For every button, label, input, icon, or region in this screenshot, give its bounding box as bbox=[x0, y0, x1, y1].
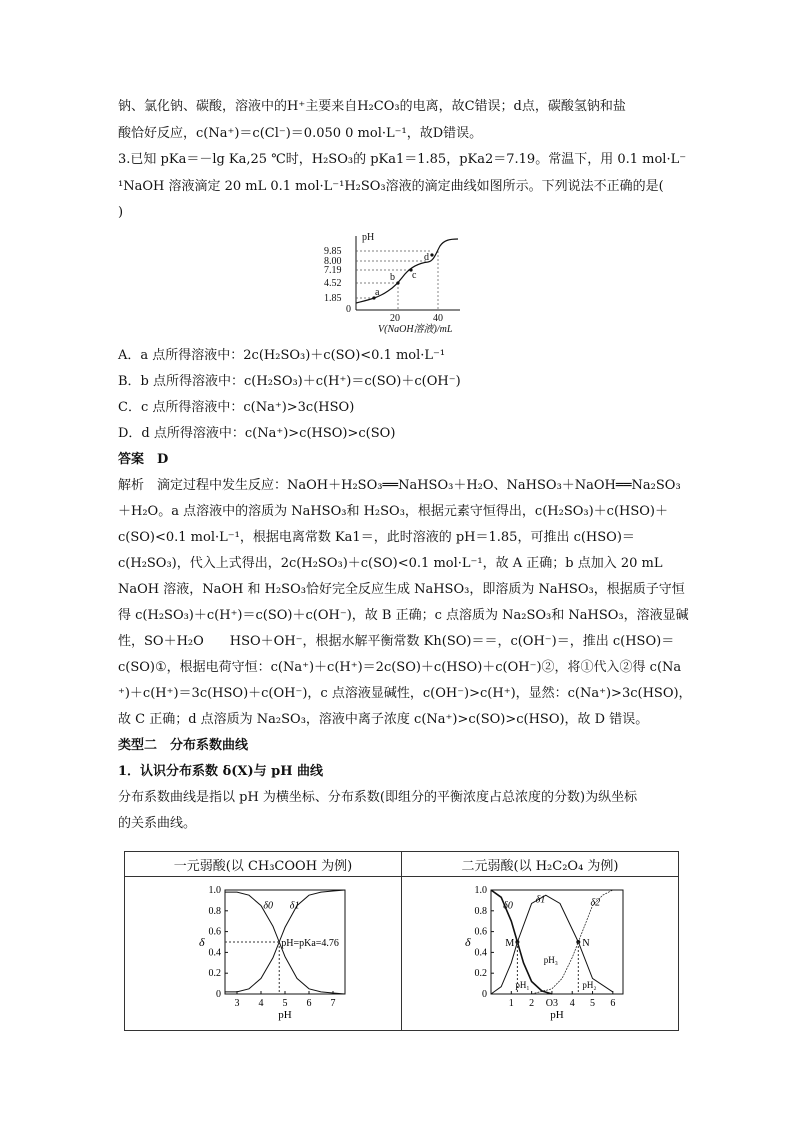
analysis-line: c(SO)<0.1 mol·L⁻¹，根据电离常数 Ka1＝，此时溶液的 pH＝1.85，可推出 c(HSO)＝ bbox=[118, 530, 635, 545]
option-d: D．d 点所得溶液中：c(Na⁺)>c(HSO)>c(SO) bbox=[118, 426, 396, 441]
point-label: c bbox=[412, 270, 417, 281]
x-tick-label: 2 bbox=[529, 998, 535, 1009]
x-axis-label: pH bbox=[550, 1009, 564, 1021]
y-axis-label: δ bbox=[199, 935, 205, 949]
pka-annotation: pH=pKa=4.76 bbox=[281, 938, 339, 949]
titration-curve-chart bbox=[320, 228, 470, 334]
series-line bbox=[491, 890, 552, 994]
ph-label: pH₃ bbox=[543, 954, 558, 965]
x-tick-label: 3 bbox=[234, 998, 240, 1009]
y-tick-label: 0 bbox=[216, 989, 221, 1000]
series-label: δ1 bbox=[289, 900, 300, 912]
series-label: δ1 bbox=[535, 894, 546, 906]
series-label: δ2 bbox=[590, 897, 601, 909]
x-tick: 40 bbox=[433, 313, 443, 324]
point-label: b bbox=[390, 272, 395, 283]
y-tick: 4.52 bbox=[324, 278, 342, 289]
option-c: C．c 点所得溶液中：c(Na⁺)>3c(HSO) bbox=[118, 400, 355, 415]
text-line: 酸恰好反应，c(Na⁺)＝c(Cl⁻)＝0.050 0 mol·L⁻¹，故D错误。 bbox=[118, 126, 483, 141]
x-tick-label: 4 bbox=[258, 998, 264, 1009]
option-a: A．a 点所得溶液中：2c(H₂SO₃)＋c(SO)<0.1 mol·L⁻¹ bbox=[118, 348, 446, 363]
analysis-line: c(H₂SO₃)，代入上式得出，2c(H₂SO₃)＋c(SO)<0.1 mol·L⁻¹，故 A 正确；b 点加入 20 mL bbox=[118, 556, 663, 571]
series-line bbox=[532, 890, 613, 994]
y-tick: 0 bbox=[346, 304, 351, 315]
option-b: B．b 点所得溶液中：c(H₂SO₃)＋c(H⁺)＝c(SO)＋c(OH⁻) bbox=[118, 374, 461, 389]
x-tick-label: 7 bbox=[330, 998, 336, 1009]
text-line: 钠、氯化钠、碳酸，溶液中的H⁺主要来自H₂CO₃的电离，故C错误；d点，碳酸氢钠和盐 bbox=[118, 99, 626, 114]
right-header: 二元弱酸(以 H₂C₂O₄ 为例) bbox=[461, 859, 619, 874]
x-tick: 20 bbox=[390, 313, 400, 324]
y-tick-label: 1.0 bbox=[474, 885, 487, 896]
point-label: M bbox=[505, 938, 515, 949]
left-header: 一元弱酸(以 CH₃COOH 为例) bbox=[173, 859, 353, 874]
y-tick-label: 0.2 bbox=[208, 968, 221, 980]
x-tick-label: 1 bbox=[508, 998, 514, 1009]
y-tick: 1.85 bbox=[324, 293, 342, 304]
monoprotic-distribution-chart bbox=[185, 882, 385, 1027]
x-tick-label: 5 bbox=[282, 998, 288, 1009]
analysis-line: ⁺)＋c(H⁺)＝3c(HSO)＋c(OH⁻)，c 点溶液显碱性，c(OH⁻)>c(H⁺)，显然：c(Na⁺)>3c(HSO)， bbox=[118, 686, 692, 701]
subsection-heading: 1．认识分布系数 δ(X)与 pH 曲线 bbox=[118, 764, 324, 779]
y-tick: 8.00 bbox=[324, 256, 342, 267]
x-axis-label: pH bbox=[278, 1009, 292, 1021]
titration-curve bbox=[356, 239, 458, 303]
y-tick-label: 0.6 bbox=[474, 926, 487, 938]
x-tick-label: O3 bbox=[545, 998, 559, 1009]
paragraph-line: 分布系数曲线是指以 pH 为横坐标、分布系数(即组分的平衡浓度占总浓度的分数)为纵坐标 bbox=[118, 790, 638, 805]
y-tick-label: 0.8 bbox=[474, 905, 487, 917]
x-axis-label: V(NaOH溶液)/mL bbox=[378, 324, 453, 334]
y-tick: 9.85 bbox=[324, 246, 342, 257]
y-tick-label: 0 bbox=[482, 989, 487, 1000]
y-tick-label: 0.6 bbox=[208, 926, 221, 938]
y-tick-label: 0.2 bbox=[474, 968, 487, 980]
text-line: ¹NaOH 溶液滴定 20 mL 0.1 mol·L⁻¹H₂SO₃溶液的滴定曲线如图所示。下列说法不正确的是( bbox=[118, 179, 664, 194]
point-label: d bbox=[424, 252, 429, 263]
y-axis-label: δ bbox=[465, 935, 471, 949]
y-tick-label: 0.4 bbox=[208, 947, 221, 959]
y-axis-label: pH bbox=[362, 232, 375, 243]
analysis-line: 性，SO＋H₂O HSO＋OH⁻，根据水解平衡常数 Kh(SO)＝＝，c(OH⁻)＝，推出 c(HSO)＝ bbox=[118, 634, 675, 649]
point-label: N bbox=[582, 938, 590, 949]
analysis-line: 解析 滴定过程中发生反应：NaOH＋H₂SO₃══NaHSO₃＋H₂O、NaHSO₃＋NaOH══Na₂SO₃ bbox=[118, 478, 681, 493]
analysis-line: c(SO)①，根据电荷守恒：c(Na⁺)＋c(H⁺)＝2c(SO)＋c(HSO)＋c(OH⁻)②，将①代入②得 c(Na bbox=[118, 660, 682, 675]
y-tick-label: 1.0 bbox=[208, 885, 221, 896]
analysis-line: ＋H₂O。a 点溶液中的溶质为 NaHSO₃和 H₂SO₃，根据元素守恒得出，c(H₂SO₃)＋c(HSO)＋ bbox=[118, 504, 668, 519]
y-tick: 7.19 bbox=[324, 265, 342, 276]
x-tick-label: 4 bbox=[569, 998, 575, 1009]
diprotic-distribution-chart bbox=[455, 882, 655, 1027]
y-tick-label: 0.8 bbox=[208, 905, 221, 917]
analysis-line: 故 C 正确；d 点溶质为 Na₂SO₃，溶液中离子浓度 c(Na⁺)>c(SO)>c(HSO)，故 D 错误。 bbox=[118, 712, 649, 727]
ph-label: pH₁ bbox=[515, 979, 530, 990]
series-label: δ0 bbox=[263, 900, 274, 912]
x-tick-label: 5 bbox=[590, 998, 596, 1009]
text-line: ) bbox=[118, 205, 124, 220]
answer: 答案 D bbox=[118, 452, 169, 467]
distribution-table bbox=[124, 851, 679, 1031]
x-tick-label: 6 bbox=[610, 998, 616, 1009]
paragraph-line: 的关系曲线。 bbox=[118, 816, 197, 831]
analysis-line: NaOH 溶液，NaOH 和 H₂SO₃恰好完全反应生成 NaHSO₃，即溶质为 NaHSO₃，根据质子守恒 bbox=[118, 582, 685, 597]
point-label: a bbox=[375, 287, 380, 298]
x-tick-label: 6 bbox=[306, 998, 312, 1009]
section-heading: 类型二 分布系数曲线 bbox=[118, 738, 249, 753]
series-label: δ0 bbox=[503, 900, 513, 912]
question-3: 3.已知 pKa＝－lg Ka,25 ℃时，H₂SO₃的 pKa1＝1.85，pKa2＝7.19。常温下，用 0.1 mol·L⁻ bbox=[118, 152, 687, 167]
y-tick-label: 0.4 bbox=[474, 947, 487, 959]
analysis-line: 得 c(H₂SO₃)＋c(H⁺)＝c(SO)＋c(OH⁻)，故 B 正确；c 点溶质为 Na₂SO₃和 NaHSO₃，溶液显碱 bbox=[118, 608, 689, 623]
ph-label: pH₂ bbox=[582, 979, 597, 990]
